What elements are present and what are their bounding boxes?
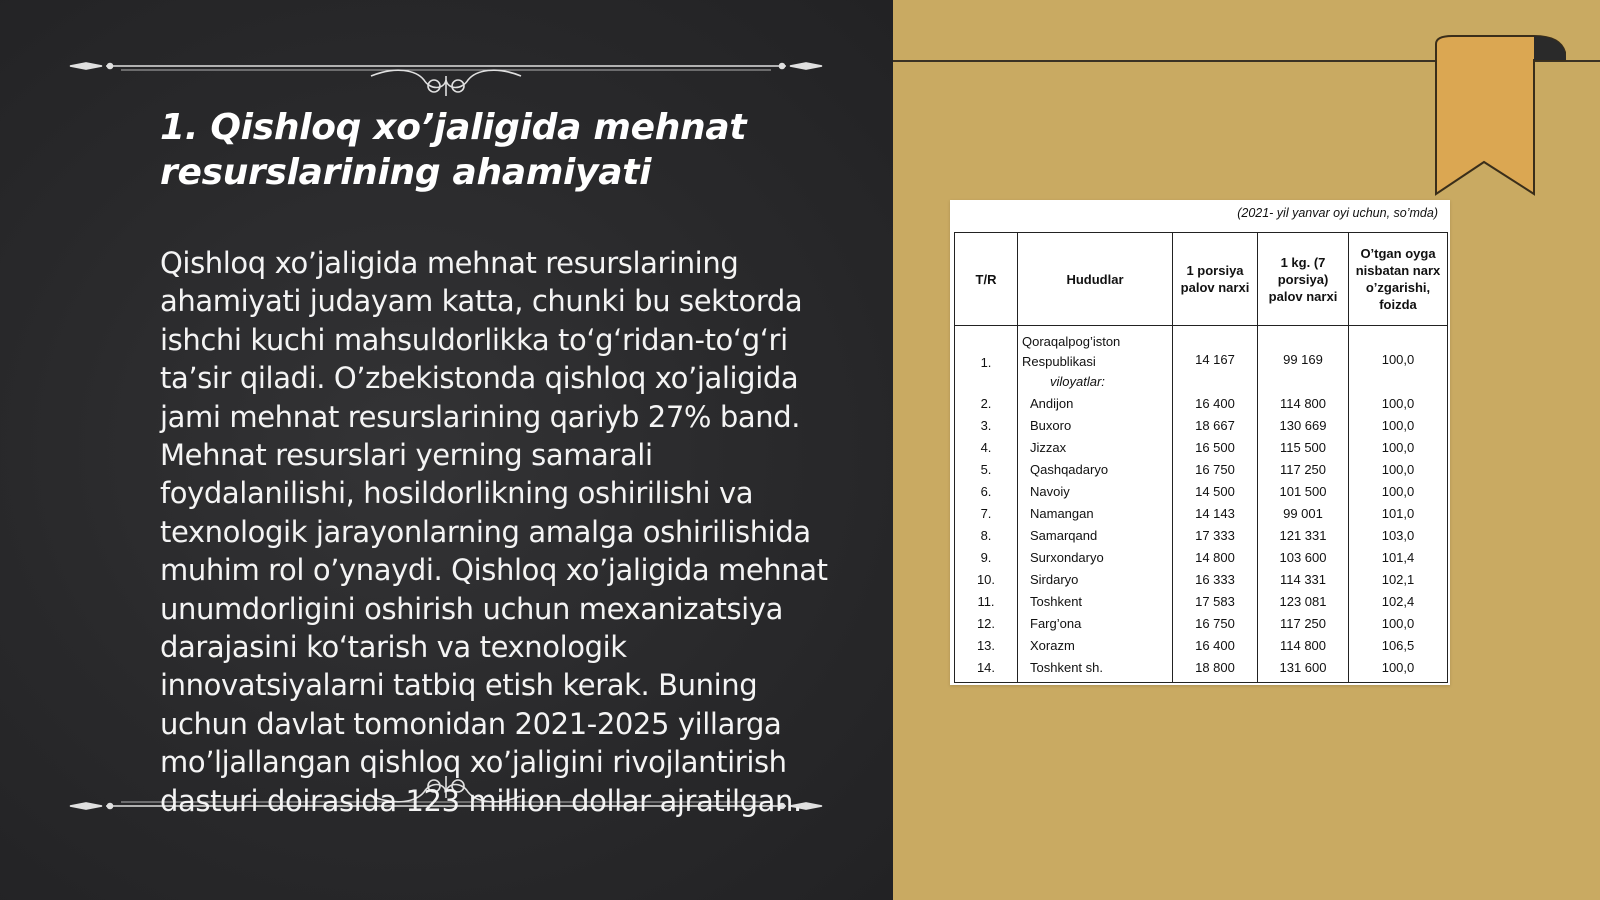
table-row: [955, 634, 1448, 656]
row-region: Surxondaryo: [1018, 546, 1173, 568]
row-number: 7.: [955, 502, 1018, 524]
row-number: 3.: [955, 414, 1018, 436]
row-region: Jizzax: [1018, 436, 1173, 458]
table-row: [955, 546, 1448, 568]
row-region: Navoiy: [1018, 480, 1173, 502]
row-number: 12.: [955, 612, 1018, 634]
row-portion-price: 16 333: [1173, 568, 1258, 590]
row-kg-price: 130 669: [1258, 414, 1349, 436]
table-row: [955, 392, 1448, 414]
row-region: Sirdaryo: [1018, 568, 1173, 590]
header-cell: Hududlar: [1018, 233, 1173, 326]
row-portion-price: 16 400: [1173, 392, 1258, 414]
row-portion-price: 18 800: [1173, 656, 1258, 683]
row-kg-price: 117 250: [1258, 458, 1349, 480]
row-portion-price: 16 400: [1173, 634, 1258, 656]
header-cell: O’tgan oyga nisbatan narx o’zgarishi, foizda: [1349, 233, 1448, 326]
row-kg-price: 99 169: [1258, 326, 1349, 393]
row-number: 9.: [955, 546, 1018, 568]
slide-body-text: Qishloq xo’jaligida mehnat resurslarining ahamiyati judayam katta, chunki bu sektorda ishchi kuchi mahsuldorlikka to‘g‘ridan-to‘g‘ri ta’sir qiladi. O’zbekistonda qishloq xo’jaligida jami mehnat resurslarining qariyb 27% band. Mehnat resurslari yerning samarali foydalanilishi, hosildorlikning oshirilishi va texnologik jarayonlarning amalga oshirilishida muhim rol o’ynaydi. Qishloq xo’jaligida mehnat unumdorligini oshirish uchun mexanizatsiya darajasini ko‘tarish va texnologik innovatsiyalarni tatbiq etish kerak. Buning uchun davlat tomonidan 2021-2025 yillarga mo’ljallangan qishloq xo’jaligini rivojlantirish dasturi doirasida 123 million dollar ajratilgan.: [160, 246, 828, 818]
row-kg-price: 114 800: [1258, 392, 1349, 414]
row-change: 102,4: [1349, 590, 1448, 612]
price-table-card: [950, 200, 1450, 685]
table-row: [955, 436, 1448, 458]
slide-title: 1. Qishloq xo’jaligida mehnat resurslarining ahamiyati: [160, 107, 747, 193]
row-kg-price: 114 800: [1258, 634, 1349, 656]
row-region: Samarqand: [1018, 524, 1173, 546]
row-portion-price: 16 500: [1173, 436, 1258, 458]
row-number: 2.: [955, 392, 1018, 414]
row-portion-price: 14 500: [1173, 480, 1258, 502]
row-change: 101,0: [1349, 502, 1448, 524]
row-kg-price: 115 500: [1258, 436, 1349, 458]
table-row: [955, 656, 1448, 683]
table-row: [955, 414, 1448, 436]
row-region: Buxoro: [1018, 414, 1173, 436]
row-change: 100,0: [1349, 436, 1448, 458]
row-kg-price: 101 500: [1258, 480, 1349, 502]
row-number: 14.: [955, 656, 1018, 683]
row-kg-price: 114 331: [1258, 568, 1349, 590]
row-portion-price: 17 583: [1173, 590, 1258, 612]
row-region: Qashqadaryo: [1018, 458, 1173, 480]
header-cell: 1 kg. (7 porsiya) palov narxi: [1258, 233, 1349, 326]
table-row: [955, 524, 1448, 546]
row-change: 100,0: [1349, 480, 1448, 502]
row-region: [1018, 326, 1173, 393]
header-cell: T/R: [955, 233, 1018, 326]
table-row: [955, 480, 1448, 502]
row-region: Toshkent: [1018, 590, 1173, 612]
row-portion-price: 17 333: [1173, 524, 1258, 546]
row-region: Namangan: [1018, 502, 1173, 524]
row-kg-price: 121 331: [1258, 524, 1349, 546]
row-kg-price: 117 250: [1258, 612, 1349, 634]
row-portion-price: 14 143: [1173, 502, 1258, 524]
row-portion-price: 16 750: [1173, 458, 1258, 480]
row-change: 101,4: [1349, 546, 1448, 568]
row-change: 100,0: [1349, 458, 1448, 480]
row-number: 5.: [955, 458, 1018, 480]
row-number: 6.: [955, 480, 1018, 502]
row-change: 100,0: [1349, 392, 1448, 414]
row-region: Toshkent sh.: [1018, 656, 1173, 683]
row-portion-price: 18 667: [1173, 414, 1258, 436]
header-cell: 1 porsiya palov narxi: [1173, 233, 1258, 326]
price-table: [954, 232, 1448, 683]
table-row: [955, 612, 1448, 634]
table-note: (2021- yil yanvar oyi uchun, so’mda): [1237, 206, 1438, 220]
top-ornament-divider: [66, 36, 826, 96]
row-kg-price: 123 081: [1258, 590, 1349, 612]
row-region: Xorazm: [1018, 634, 1173, 656]
row-change: 102,1: [1349, 568, 1448, 590]
region-line: Qoraqalpog’iston: [1022, 334, 1121, 349]
row-portion-price: 14 167: [1173, 326, 1258, 393]
bookmark-ribbon-icon: [1434, 34, 1566, 204]
table-row: [955, 568, 1448, 590]
row-change: 103,0: [1349, 524, 1448, 546]
row-number: 8.: [955, 524, 1018, 546]
table-row: [955, 326, 1448, 393]
row-portion-price: 14 800: [1173, 546, 1258, 568]
row-number: 13.: [955, 634, 1018, 656]
table-row: [955, 502, 1448, 524]
row-kg-price: 99 001: [1258, 502, 1349, 524]
region-line: Respublikasi: [1022, 354, 1096, 369]
row-number: 11.: [955, 590, 1018, 612]
row-change: 100,0: [1349, 612, 1448, 634]
table-row: [955, 458, 1448, 480]
region-subheading: viloyatlar:: [1050, 374, 1105, 389]
row-number: 4.: [955, 436, 1018, 458]
row-change: 100,0: [1349, 326, 1448, 393]
row-number: 10.: [955, 568, 1018, 590]
row-change: 106,5: [1349, 634, 1448, 656]
row-number: 1.: [955, 326, 1018, 393]
table-header-row: [955, 233, 1448, 326]
row-portion-price: 16 750: [1173, 612, 1258, 634]
row-region: Andijon: [1018, 392, 1173, 414]
row-kg-price: 131 600: [1258, 656, 1349, 683]
row-region: Farg’ona: [1018, 612, 1173, 634]
row-kg-price: 103 600: [1258, 546, 1349, 568]
row-change: 100,0: [1349, 414, 1448, 436]
table-row: [955, 590, 1448, 612]
row-change: 100,0: [1349, 656, 1448, 683]
